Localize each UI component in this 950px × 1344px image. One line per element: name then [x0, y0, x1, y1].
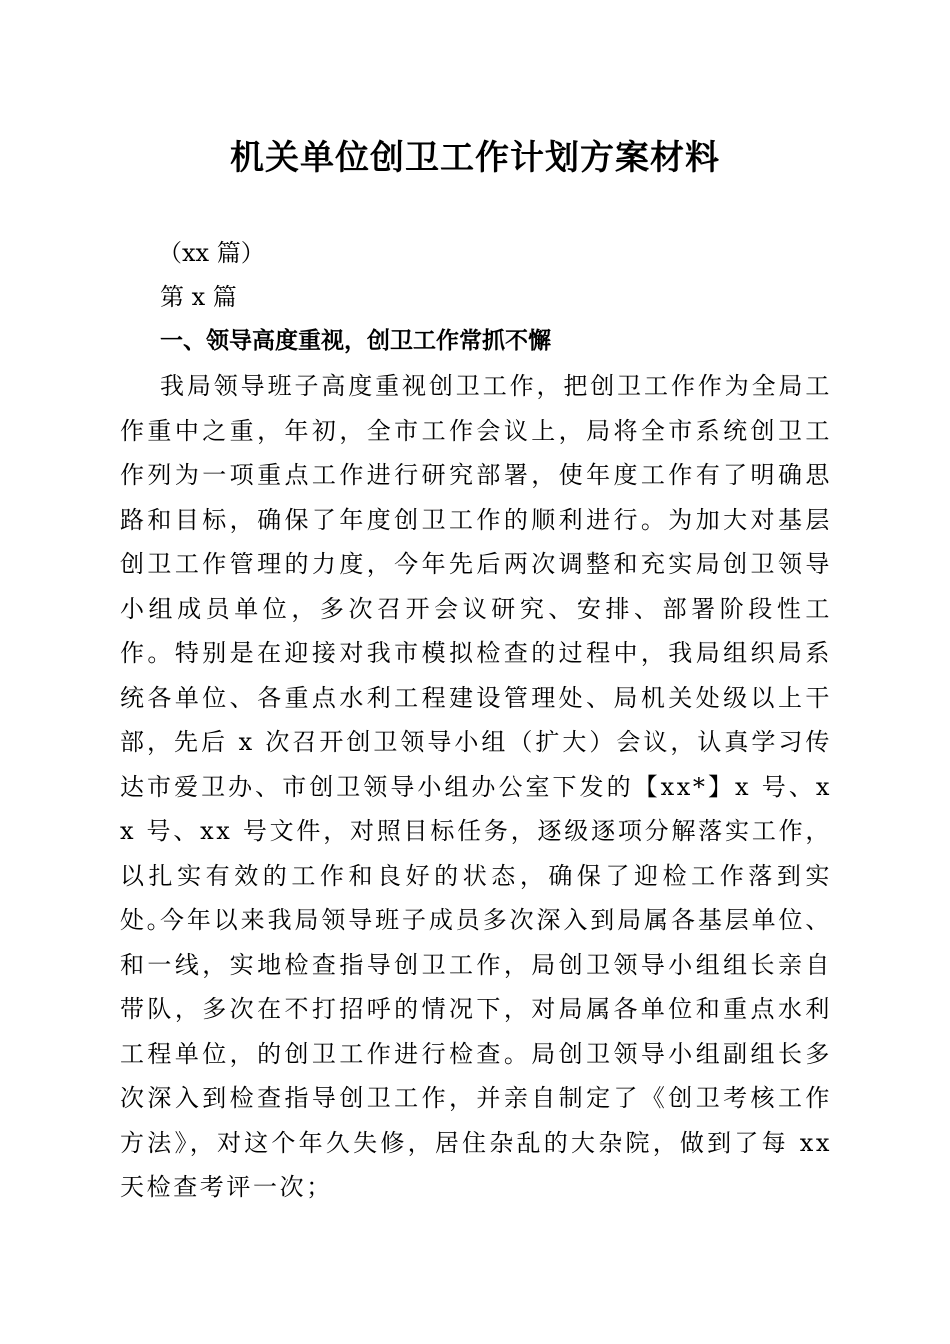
chapter-label: 第 x 篇	[160, 283, 237, 311]
section-heading: 一、领导高度重视，创卫工作常抓不懈	[160, 328, 551, 354]
body-paragraph-2: 今年以来我局领导班子成员多次深入到局属各基层单位、和一线，实地检查指导创卫工作，局创卫领导小组组长亲自带队，多次在不打招呼的情况下，对局属各单位和重点水利工程单位，的创卫工作进行检查。局创卫领导小组副组长多次深入到检查指导创卫工作，并亲自制定了《创卫考核工作方法》，对这个年久失修，居住杂乱的大杂院，做到了每 xx 天检查考评一次；	[120, 906, 832, 1201]
document-subtitle: （xx 篇）	[158, 239, 265, 267]
body-paragraph-1: 我局领导班子高度重视创卫工作，把创卫工作作为全局工作重中之重，年初，全市工作会议上，局将全市系统创卫工作列为一项重点工作进行研究部署，使年度工作有了明确思路和目标，确保了年度创卫工作的顺利进行。为加大对基层创卫工作管理的力度，今年先后两次调整和充实局创卫领导小组成员单位，多次召开会议研究、安排、部署阶段性工作。特别是在迎接对我市模拟检查的过程中，我局组织局系统各单位、各重点水利工程建设管理处、局机关处级以上干部，先后 x 次召开创卫领导小组（扩大）会议，认真学习传达市爱卫办、市创卫领导小组办公室下发的【xx*】x 号、xx 号、xx 号文件，对照目标任务，逐级逐项分解落实工作，以扎实有效的工作和良好的状态，确保了迎检工作落到实处。	[120, 372, 832, 934]
document-title: 机关单位创卫工作计划方案材料	[230, 138, 720, 178]
